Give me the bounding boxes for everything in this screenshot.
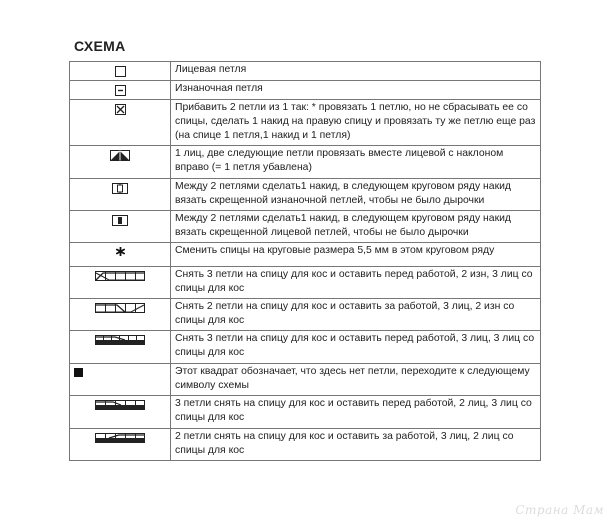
legend-text: Сменить спицы на круговые размера 5,5 мм в этом круговом ряду [171,243,541,267]
square-cross-icon [115,104,126,115]
decrease-right-icon [110,150,130,161]
legend-symbol-cell [70,211,171,243]
watermark-logo: Страна Мам [515,503,604,517]
legend-text: 1 лиц, две следующие петли провязать вместе лицевой с наклоном вправо (= 1 петля убавлена) [171,146,541,179]
legend-row [70,146,541,179]
legend-symbol-cell [70,396,171,429]
legend-symbol-cell [70,81,171,100]
legend-row [70,211,541,243]
yarnover-knit-icon [112,215,128,226]
legend-symbol-cell [70,146,171,179]
legend-text: Прибавить 2 петли из 1 так: * провязать 1 петлю, но не сбрасывать ее со спицы, сделать 1 накид на правую спицу и провязать ту же петлю еще раз (на спице 1 петля,1 накид и 1 петля) [171,100,541,146]
cable-3-front-knit-icon [95,400,145,410]
legend-symbol-cell [70,331,171,364]
legend-row [70,62,541,81]
square-dash-icon [115,85,126,96]
cable-3-front-6-icon [95,335,145,345]
legend-text: Снять 2 петли на спицу для кос и оставить за работой, 3 лиц, 2 изн со спицы для кос [171,299,541,331]
legend-text: Между 2 петлями сделать1 накид, в следующем круговом ряду накид вязать скрещенной изнаночной петлей, чтобы не было дырочки [171,179,541,211]
legend-symbol-cell [70,243,171,267]
legend-text: 3 петли снять на спицу для кос и оставить перед работой, 2 лиц, 3 лиц со спицы для кос [171,396,541,429]
no-stitch-icon [74,368,83,377]
legend-row [70,81,541,100]
legend-text: Этот квадрат обозначает, что здесь нет петли, переходите к следующему символу схемы [171,364,541,396]
cable-2-back-knit-icon [95,433,145,443]
legend-text: 2 петли снять на спицу для кос и оставить за работой, 3 лиц, 2 лиц со спицы для кос [171,429,541,461]
legend-row [70,179,541,211]
legend-row [70,267,541,299]
legend-row [70,429,541,461]
legend-text: Между 2 петлями сделать1 накид, в следующем круговом ряду накид вязать скрещенной лицевой петлей, чтобы не было дырочки [171,211,541,243]
legend-row [70,100,541,146]
star-icon [116,247,125,256]
legend-symbol-cell [70,364,171,396]
legend-symbol-cell [70,62,171,81]
legend-symbol-cell [70,179,171,211]
legend-row [70,243,541,267]
legend-symbol-cell [70,429,171,461]
legend-symbol-cell [70,299,171,331]
cable-3-front-5-icon [95,271,145,281]
legend-row [70,331,541,364]
cable-2-back-5-icon [95,303,145,313]
square-empty-icon [115,66,126,77]
legend-text: Изнаночная петля [171,81,541,100]
legend-symbol-cell [70,100,171,146]
symbol-legend-table [69,61,541,461]
legend-text: Лицевая петля [171,62,541,81]
legend-text: Снять 3 петли на спицу для кос и оставить перед работой, 2 изн, 3 лиц со спицы для кос [171,267,541,299]
legend-row [70,396,541,429]
legend-symbol-cell [70,267,171,299]
yarnover-purl-icon [112,183,128,194]
legend-row [70,299,541,331]
legend-text: Снять 3 петли на спицу для кос и оставить перед работой, 3 лиц, 3 лиц со спицы для кос [171,331,541,364]
legend-row [70,364,541,396]
page-title: СХЕМА [74,38,126,54]
